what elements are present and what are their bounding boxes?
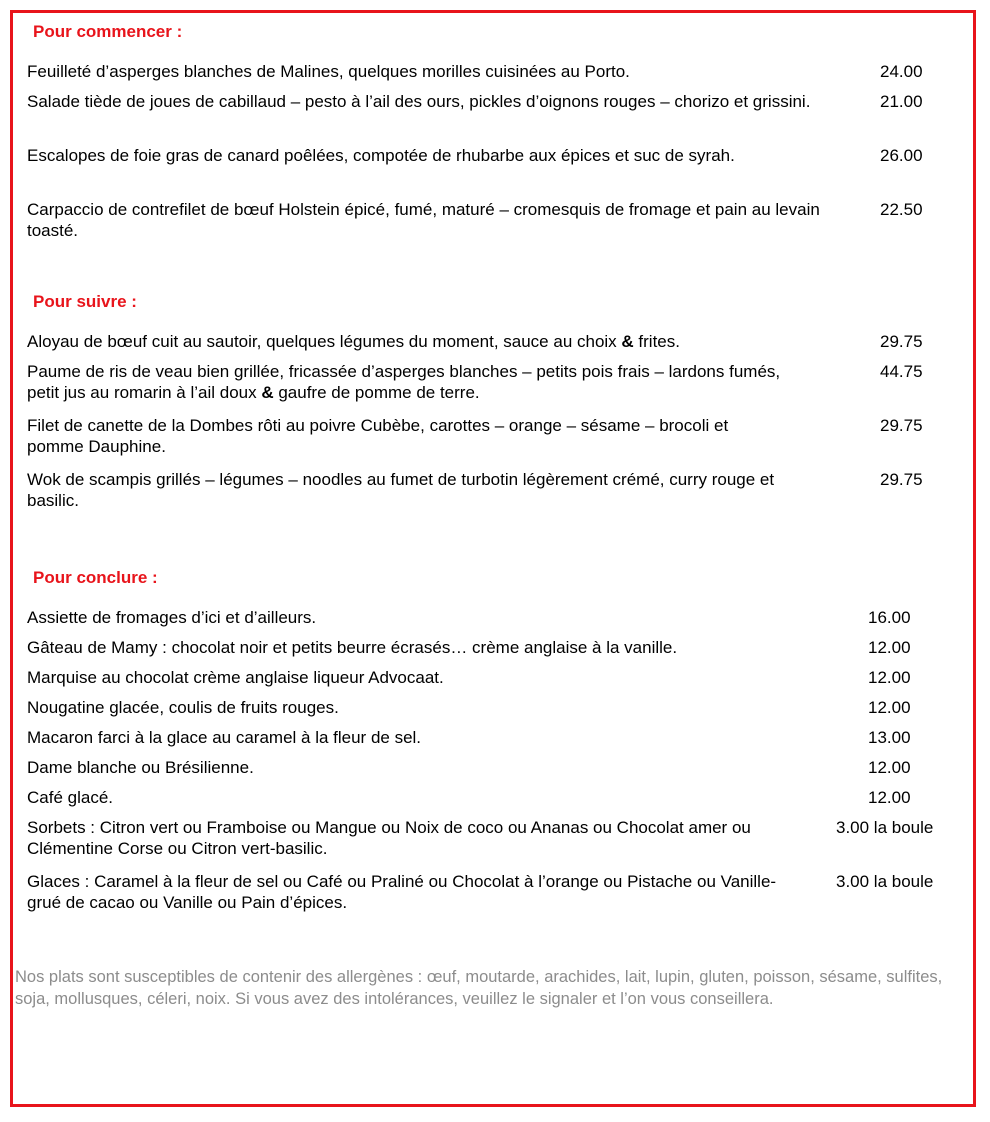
menu-item: [27, 787, 857, 808]
menu-item-description-part: Aloyau de bœuf cuit au sautoir, quelques légumes du moment, sauce au choix: [27, 332, 622, 351]
menu-item-price: 16.00: [868, 608, 911, 627]
menu-item-price: 12.00: [868, 638, 911, 657]
menu-item-price: 29.75: [880, 416, 923, 435]
ampersand: &: [621, 332, 634, 351]
menu-item-description-part: Paume de ris de veau bien grillée, fricassée d’asperges blanches – petits pois frais – lardons fumés, petit jus au romarin à l’ail doux: [27, 362, 781, 402]
menu-item: [27, 199, 857, 241]
menu-item-price: 29.75: [880, 470, 923, 489]
menu-item-price: 12.00: [868, 758, 911, 777]
menu-item-description: Nougatine glacée, coulis de fruits rouges.: [27, 698, 339, 717]
menu-item-description: Dame blanche ou Brésilienne.: [27, 758, 254, 777]
menu-item: [27, 145, 857, 166]
ampersand: &: [261, 383, 274, 402]
menu-item-description: Glaces : Caramel à la fleur de sel ou Café ou Praliné ou Chocolat à l’orange ou Pistache ou Vanille-grué de cacao ou Vanille ou Pain d’épices.: [27, 872, 777, 912]
menu-item-description: [27, 361, 787, 403]
menu-item-description-part: gaufre de pomme de terre.: [273, 383, 480, 402]
menu-item: [27, 757, 857, 778]
menu-item: [27, 469, 857, 511]
menu-item-price: 22.50: [880, 200, 923, 219]
menu-item-description: Gâteau de Mamy : chocolat noir et petits beurre écrasés… crème anglaise à la vanille.: [27, 638, 678, 657]
menu-item: [27, 607, 857, 628]
allergen-note: Nos plats sont susceptibles de contenir des allergènes : œuf, moutarde, arachides, lait, lupin, gluten, poisson, sésame, sulfites, soja, mollusques, céleri, noix. Si vous avez des intolérances, veuillez le signaler et l’on vous conseillera.: [15, 968, 943, 1008]
menu-item: [27, 727, 857, 748]
menu-item: [27, 91, 857, 112]
menu-item-description: [27, 331, 827, 352]
menu-item-description: Wok de scampis grillés – légumes – noodles au fumet de turbotin légèrement crémé, curry rouge et basilic.: [27, 470, 775, 510]
menu-item-description: Feuilleté d’asperges blanches de Malines, quelques morilles cuisinées au Porto.: [27, 62, 630, 81]
menu-item-price: 44.75: [880, 362, 923, 381]
menu-item: [27, 415, 857, 457]
menu-item: [27, 61, 857, 82]
menu-item-description: Escalopes de foie gras de canard poêlées, compotée de rhubarbe aux épices et suc de syrah.: [27, 146, 735, 165]
menu-item: [27, 667, 857, 688]
menu-item-price: 13.00: [868, 728, 911, 747]
menu-item-price: 12.00: [868, 668, 911, 687]
menu-item: [27, 697, 857, 718]
menu-item: [27, 817, 857, 859]
section-title-pour-conclure: Pour conclure :: [33, 568, 158, 587]
menu-item-price: 24.00: [880, 62, 923, 81]
menu-item-description: Filet de canette de la Dombes rôti au poivre Cubèbe, carottes – orange – sésame – brocoli et pomme Dauphine.: [27, 416, 729, 456]
menu-item: [27, 871, 857, 913]
menu-frame: [10, 10, 976, 1107]
menu-item: [27, 637, 857, 658]
menu-item-description: Carpaccio de contrefilet de bœuf Holstein épicé, fumé, maturé – cromesquis de fromage et pain au levain toasté.: [27, 200, 820, 240]
menu-item-price: 3.00 la boule: [836, 872, 934, 891]
section-title-pour-suivre: Pour suivre :: [33, 292, 137, 311]
menu-item-description: Macaron farci à la glace au caramel à la fleur de sel.: [27, 728, 422, 747]
menu-item-description: Sorbets : Citron vert ou Framboise ou Mangue ou Noix de coco ou Ananas ou Chocolat amer ou Clémentine Corse ou Citron vert-basilic.: [27, 818, 751, 858]
menu-item-description: Salade tiède de joues de cabillaud – pesto à l’ail des ours, pickles d’oignons rouges – chorizo et grissini.: [27, 92, 811, 111]
menu-item-price: 12.00: [868, 698, 911, 717]
menu-item-description: Marquise au chocolat crème anglaise liqueur Advocaat.: [27, 668, 444, 687]
menu-item-price: 21.00: [880, 92, 923, 111]
menu-item-price: 29.75: [880, 332, 923, 351]
menu-item: [27, 331, 857, 352]
section-title-pour-commencer: Pour commencer :: [33, 22, 183, 41]
menu-item: [27, 361, 857, 403]
menu-item-price: 12.00: [868, 788, 911, 807]
menu-item-price: 3.00 la boule: [836, 818, 934, 837]
menu-item-description: Assiette de fromages d’ici et d’ailleurs.: [27, 608, 317, 627]
menu-item-description: Café glacé.: [27, 788, 113, 807]
menu-item-description-part: frites.: [633, 332, 680, 351]
menu-item-price: 26.00: [880, 146, 923, 165]
